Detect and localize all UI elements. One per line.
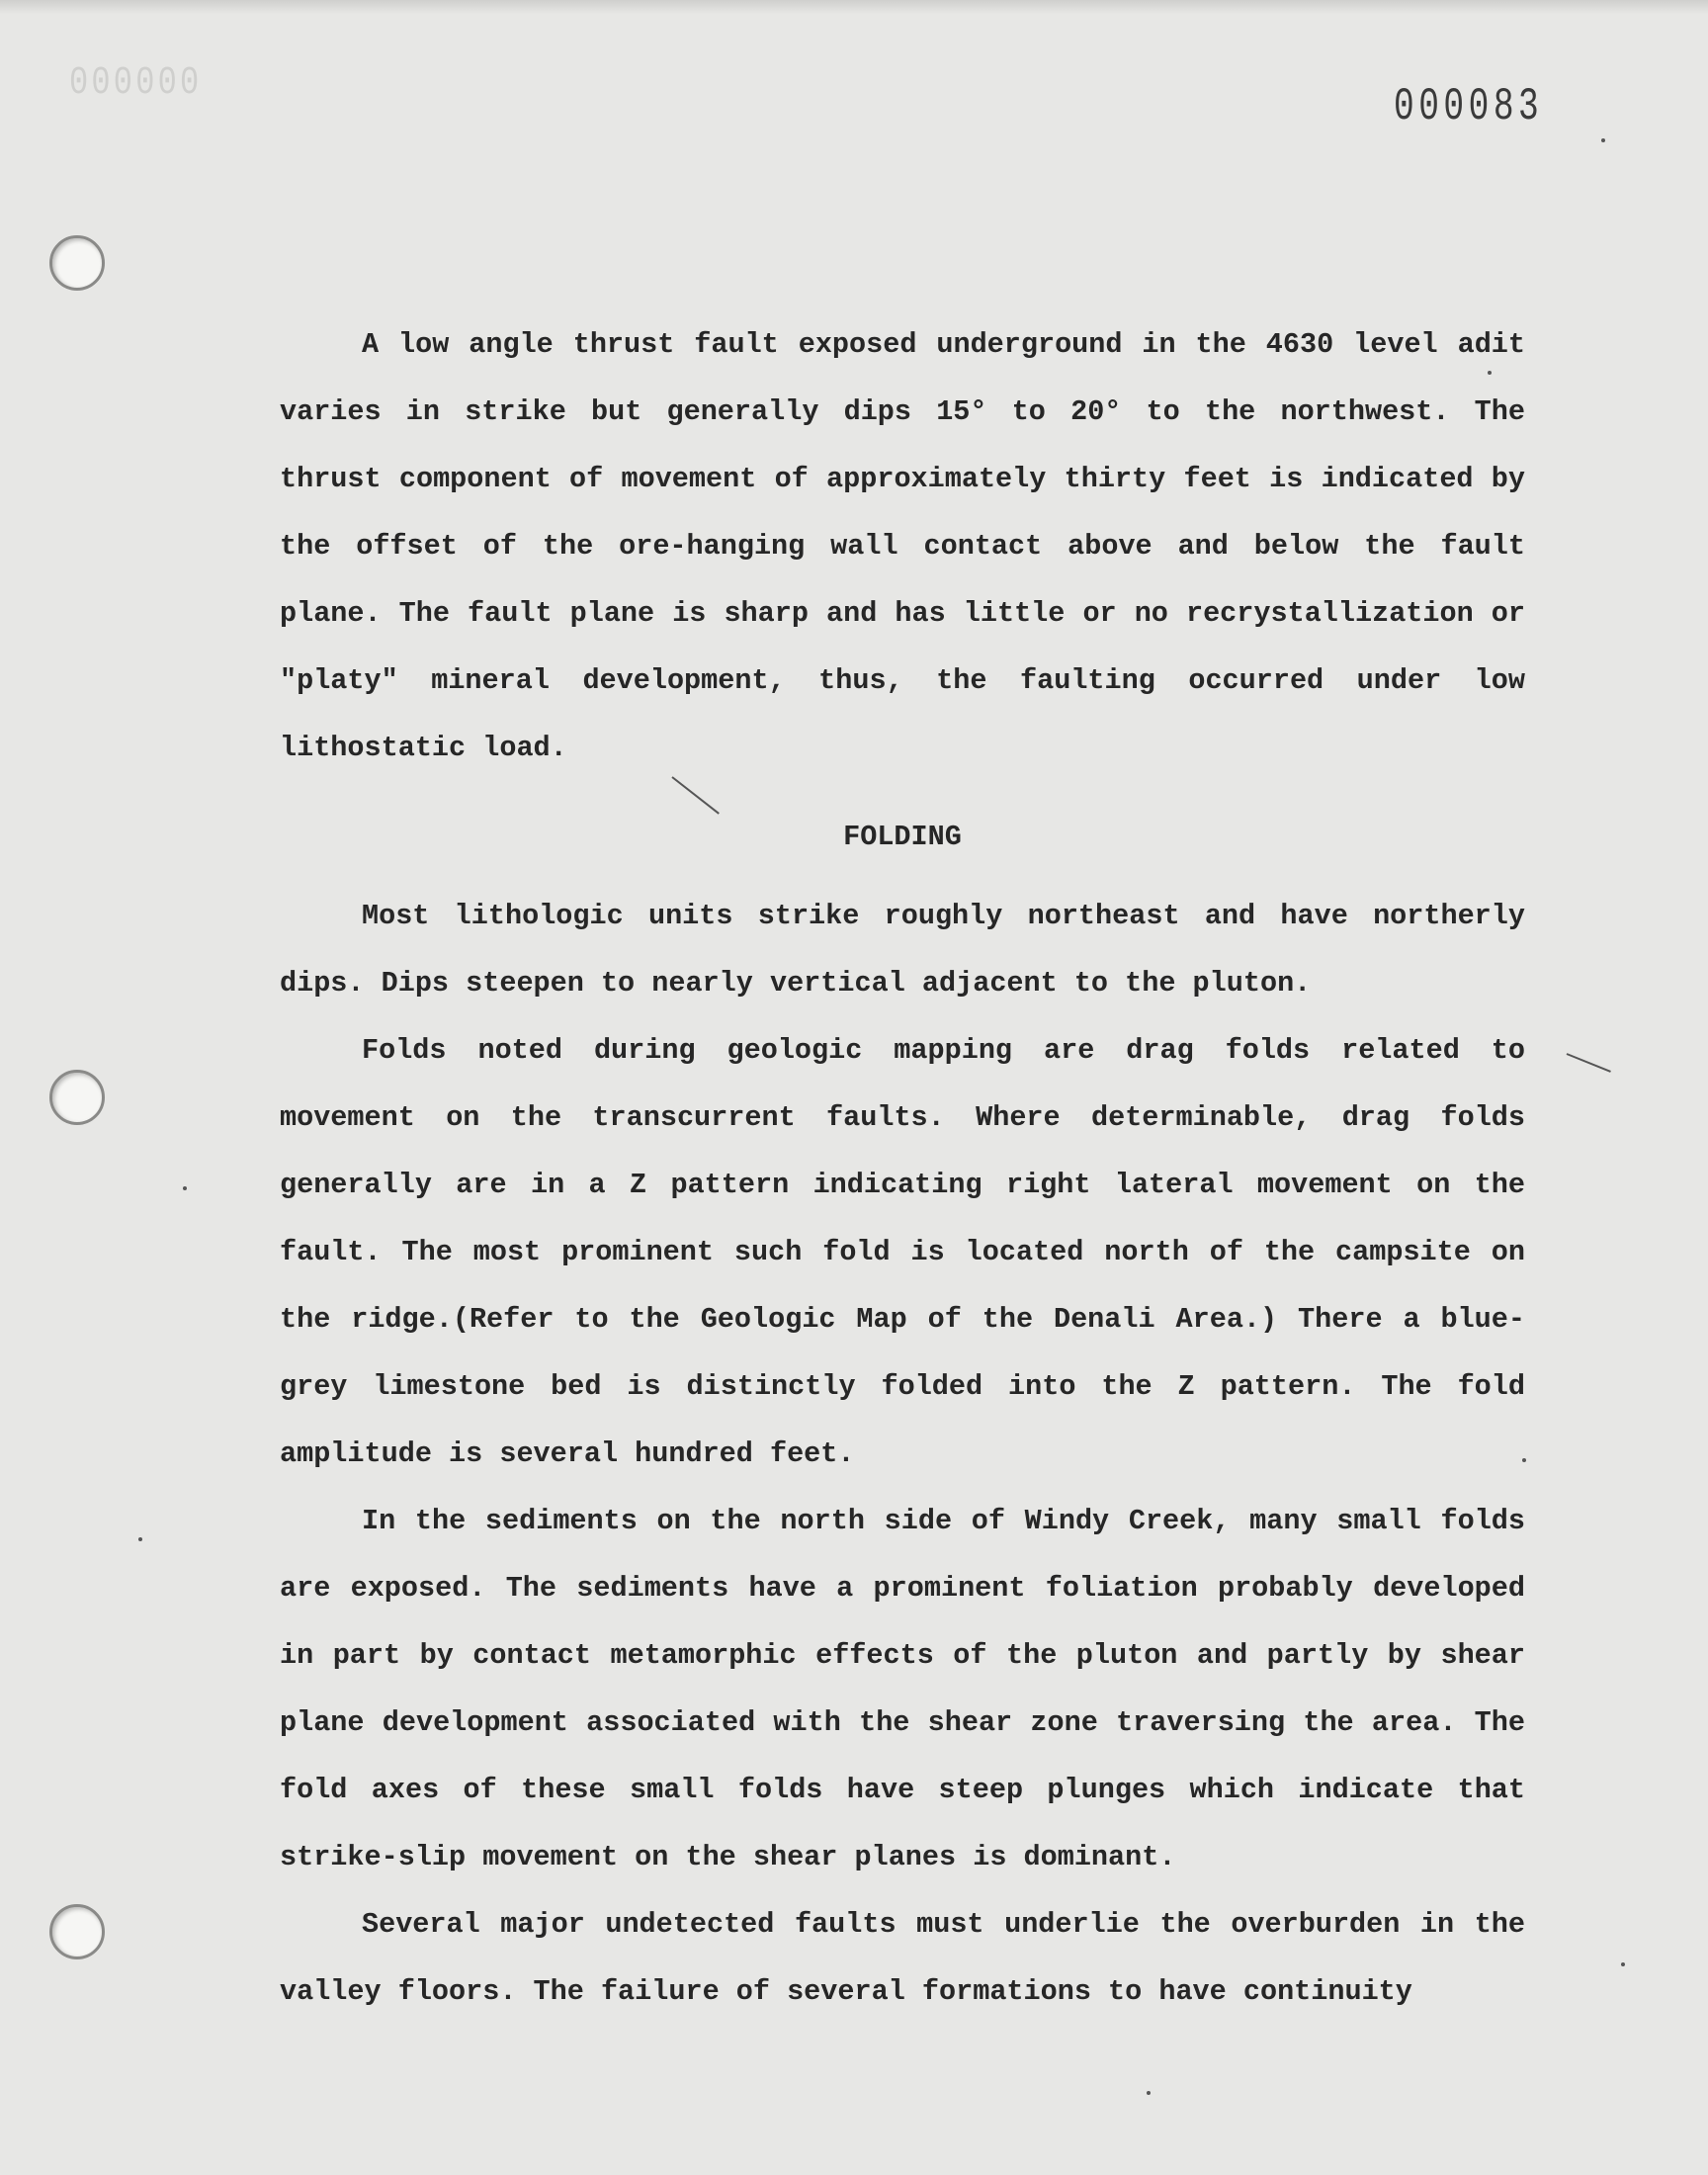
paragraph-undetected-faults: Several major undetected faults must underlie the overburden in the valley floors. The failure of several formations to have continuity xyxy=(280,1908,1525,2008)
scan-speck xyxy=(1147,2091,1151,2095)
paragraph-drag-folds: Folds noted during geologic mapping are drag folds related to movement on the transcurrent faults. Where determinable, drag folds generally are in a Z pattern indicating right lateral movement on the fault. The most prominent such fold is located north of the campsite on the ridge.(Refer to the Geologic Map of the Denali Area.) There a blue-grey limestone bed is distinctly folded into the Z pattern. The fold amplitude is several hundred feet. xyxy=(280,1034,1525,1470)
binder-hole-middle xyxy=(49,1070,105,1125)
page-number-stamp: 000083 xyxy=(1394,81,1544,132)
paragraph-lithologic-units: Most lithologic units strike roughly northeast and have northerly dips. Dips steepen to nearly vertical adjacent to the pluton. xyxy=(280,900,1525,1000)
page-top-edge xyxy=(0,0,1708,14)
scan-speck xyxy=(183,1186,187,1190)
scan-speck xyxy=(138,1537,142,1541)
faint-stamp: 000000 xyxy=(69,61,203,106)
body-text xyxy=(280,311,1525,2026)
scan-scratch xyxy=(1567,1053,1611,1073)
scan-speck xyxy=(1601,138,1605,142)
section-heading: FOLDING xyxy=(843,821,962,853)
paragraph-windy-creek: In the sediments on the north side of Windy Creek, many small folds are exposed. The sediments have a prominent foliation probably developed in part by contact metamorphic effects of the pluton and partly by shear plane development associated with the shear zone traversing the area. The fold axes of these small folds have steep plunges which indicate that strike-slip movement on the shear planes is dominant. xyxy=(280,1505,1525,1873)
scan-speck xyxy=(1522,1458,1526,1462)
scan-speck xyxy=(1621,1962,1625,1966)
paragraph-thrust-fault: A low angle thrust fault exposed underground in the 4630 level adit varies in strike but generally dips 15° to 20° to the northwest. The thrust component of movement of approximately thirty feet is indicated by the offset of the ore-hanging wall contact above and below the fault plane. The fault plane is sharp and has little or no recrystallization or "platy" mineral development, thus, the faulting occurred under low lithostatic load. xyxy=(280,328,1525,764)
scan-speck xyxy=(1488,371,1492,375)
binder-hole-bottom xyxy=(49,1904,105,1959)
binder-hole-top xyxy=(49,235,105,291)
